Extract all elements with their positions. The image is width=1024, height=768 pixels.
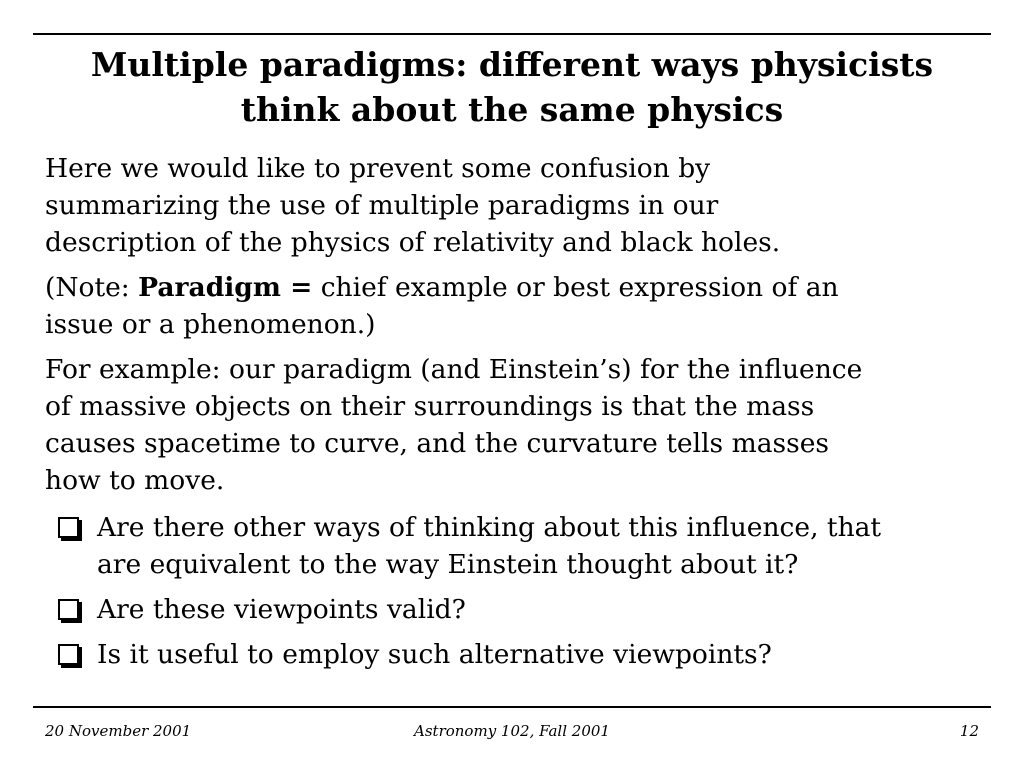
bullet-item — [45, 509, 985, 583]
example-line-3: causes spacetime to curve, and the curvature tells masses — [45, 428, 829, 459]
bottom-divider — [33, 706, 991, 708]
footer-date: 20 November 2001 — [45, 722, 192, 740]
intro-line-3: description of the physics of relativity and black holes. — [45, 227, 781, 258]
top-divider — [33, 33, 991, 35]
checkbox-bullet-icon — [58, 599, 79, 620]
note-line-2: issue or a phenomenon.) — [45, 309, 376, 340]
note-term: Paradigm = — [138, 272, 313, 303]
checkbox-bullet-icon — [58, 644, 79, 665]
footer-course: Astronomy 102, Fall 2001 — [414, 722, 610, 740]
title-line-1: Multiple paradigms: different ways physicists — [90, 45, 934, 84]
bullet-2-line-1: Are these viewpoints valid? — [97, 594, 466, 625]
note-definition: chief example or best expression of an — [312, 272, 839, 303]
title-line-2: think about the same physics — [240, 90, 784, 129]
bullet-1-line-2: are equivalent to the way Einstein thought about it? — [97, 549, 799, 580]
bullet-item — [45, 591, 985, 628]
intro-paragraph — [45, 150, 985, 261]
bullet-1-line-1: Are there other ways of thinking about this influence, that — [97, 512, 882, 543]
note-prefix: (Note: — [45, 272, 139, 303]
slide-title — [33, 42, 991, 132]
intro-line-1: Here we would like to prevent some confusion by — [45, 153, 711, 184]
example-line-1: For example: our paradigm (and Einstein’s) for the influence — [45, 354, 863, 385]
example-line-2: of massive objects on their surroundings is that the mass — [45, 391, 815, 422]
intro-line-2: summarizing the use of multiple paradigms in our — [45, 190, 719, 221]
note-paragraph — [45, 269, 985, 343]
footer-page-number: 12 — [959, 722, 979, 740]
example-paragraph — [45, 351, 985, 499]
checkbox-bullet-icon — [58, 517, 79, 538]
example-line-4: how to move. — [45, 465, 225, 496]
note-line-1 — [45, 269, 985, 306]
bullet-3-line-1: Is it useful to employ such alternative viewpoints? — [97, 639, 772, 670]
slide-body — [45, 150, 985, 681]
bullet-list — [45, 509, 985, 673]
bullet-item — [45, 636, 985, 673]
